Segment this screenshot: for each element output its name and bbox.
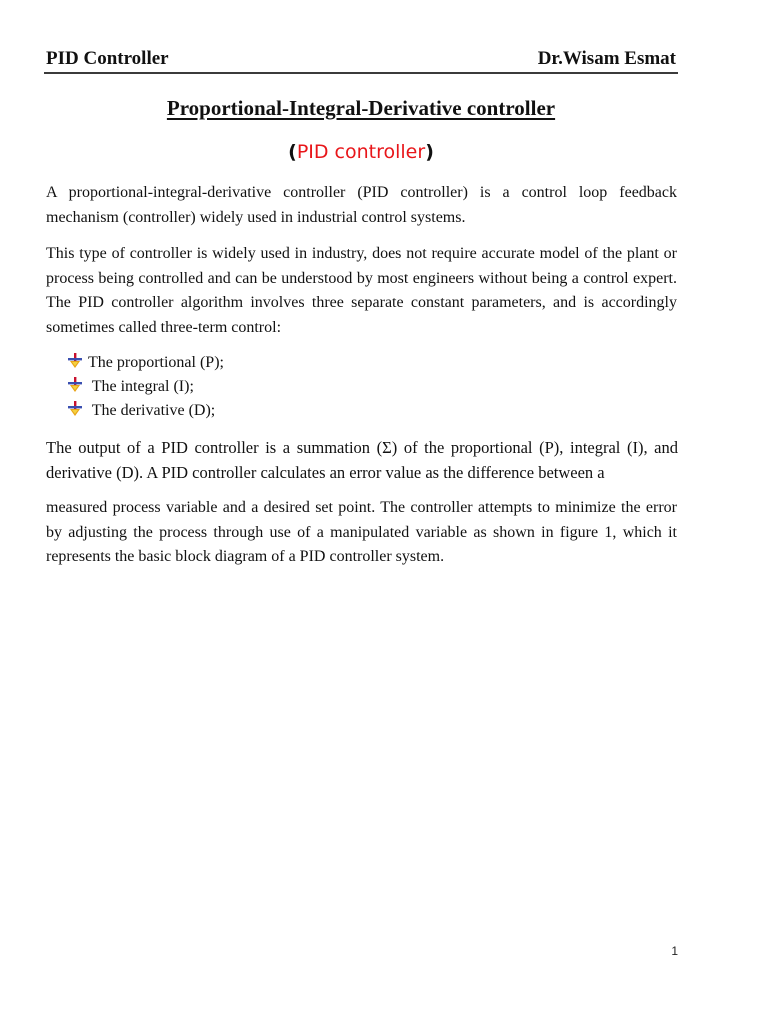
page-number: 1: [671, 944, 678, 958]
paragraph-output: The output of a PID controller is a summation (Σ) of the proportional (P), integral (I), and derivative (D). A PID controller calculates an error value as the difference between a: [46, 438, 678, 482]
list-item-text: The derivative (D);: [91, 402, 216, 419]
list-item: [68, 399, 224, 423]
document-title: Proportional-Integral-Derivative controller: [166, 96, 556, 120]
arrow-down-bullet-icon: [68, 353, 82, 369]
list-item: [68, 375, 224, 399]
list-item-text: The integral (I);: [91, 378, 194, 395]
paragraph-intro: A proportional-integral-derivative controller (PID controller) is a control loop feedback mechanism (controller) widely used in industrial control systems.: [46, 184, 677, 226]
page-header: [44, 46, 678, 74]
arrow-down-bullet-icon: [68, 401, 82, 417]
subtitle-text: PID controller: [296, 141, 426, 163]
arrow-down-bullet-icon: [68, 377, 82, 393]
subtitle-open-paren: (: [288, 141, 297, 163]
header-title: PID Controller: [46, 48, 169, 69]
subtitle-close-paren: ): [425, 141, 434, 163]
list-item: [68, 351, 224, 375]
paragraph-process: measured process variable and a desired set point. The controller attempts to minimize the error by adjusting the process through use of a manipulated variable as shown in figure 1, which it represents the basic block diagram of a PID controller system.: [46, 499, 677, 565]
list-item-text: The proportional (P);: [88, 354, 224, 371]
header-author: Dr.Wisam Esmat: [537, 48, 676, 69]
term-list: [68, 351, 224, 423]
paragraph-usage: This type of controller is widely used in industry, does not require accurate model of the plant or process being controlled and can be understood by most engineers without being a control expert. The PID controller algorithm involves three separate constant parameters, and is accordingly sometimes called three-term control:: [46, 245, 677, 336]
document-subtitle: [0, 139, 722, 165]
